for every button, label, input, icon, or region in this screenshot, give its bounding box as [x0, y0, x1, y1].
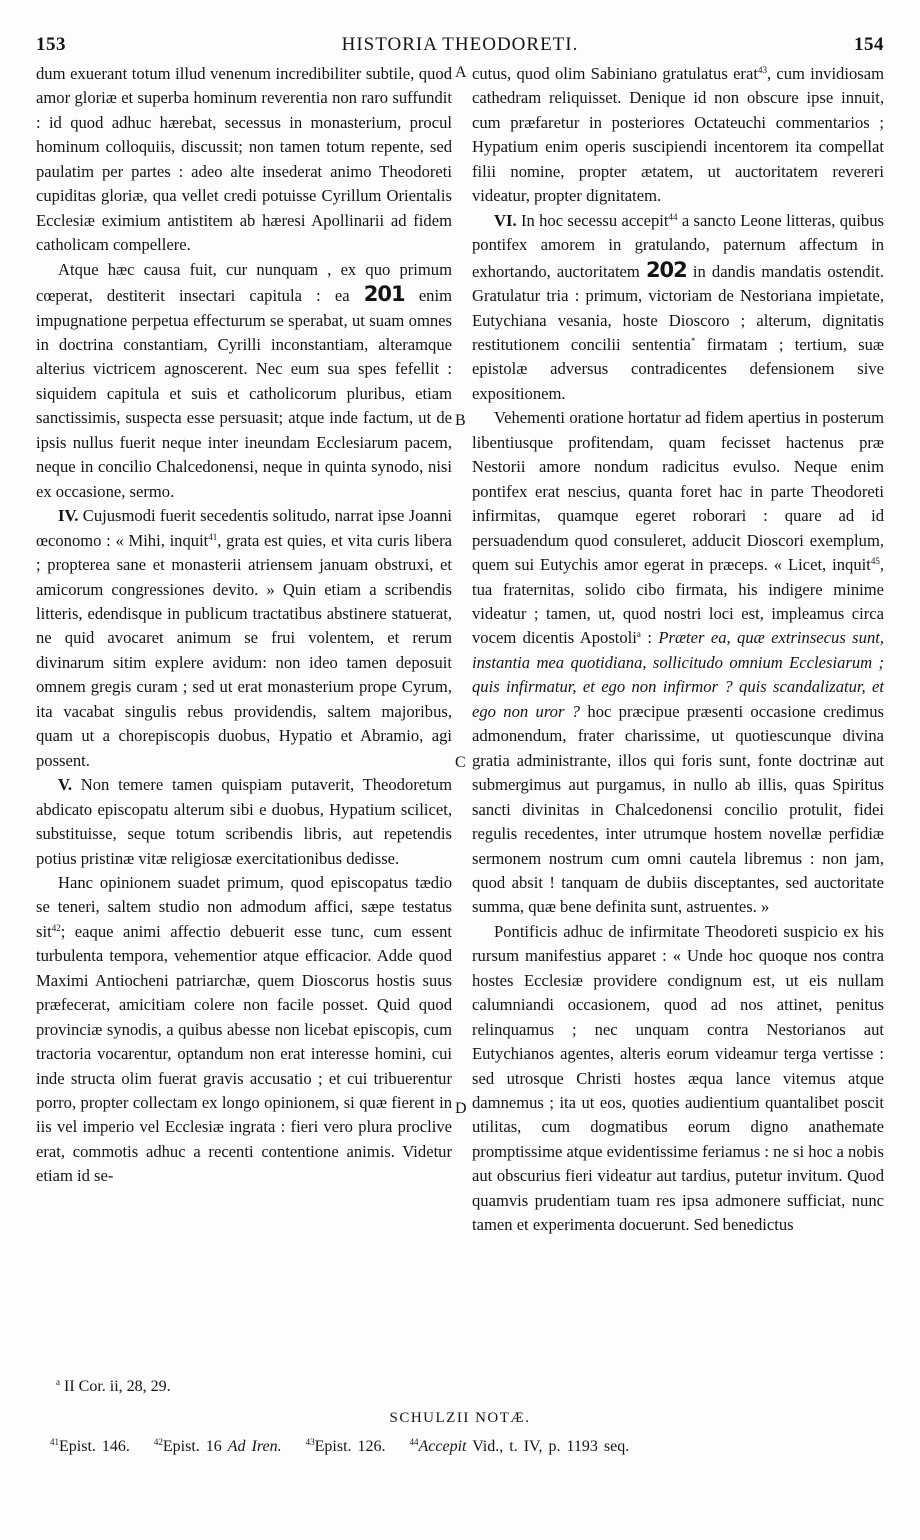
note-number: 42	[153, 1437, 163, 1447]
text-run: firmatam ; tertium, suæ epistolæ adversus contradicentes defensionem sive expositionem.	[472, 334, 884, 403]
section-number: IV.	[58, 506, 79, 526]
note-ref: 43	[757, 65, 767, 75]
text-run: Non temere tamen quispiam putaverit, Theodoretum abdicato episcopatu alterum sibi e duobus, Hypatium scilicet, substituisse, seque totum scribendis libris, aut repetendis potius pristinæ vitæ religiosæ exercitationibus dedisse.	[36, 775, 452, 868]
note-text: Ad Iren.	[227, 1438, 282, 1455]
note-text: Epist. 16	[162, 1438, 222, 1455]
running-title: HISTORIA THEODORETI.	[341, 34, 579, 55]
margin-letter-c: C	[455, 754, 466, 771]
paragraph: dum exuerant totum illud venenum incredibiliter subtile, quod amor gloriæ et superba hominum reverentia non raro suffundit : id quod adhuc hærebat, secessus in monasterium, procul hominum colloquiis, discussit; non tamen totum repente, sed paulatim per partes : adeo alte insederat animo Theodoreti cupiditas gloriæ, qua vellet credi potuisse Cyrillum Orientalis Ecclesiæ eximium antistitem ab hæresi Apollinarii ad fidem catholicam compellere.	[36, 64, 452, 255]
text-run: , tua fraternitas, solido cibo firmata, his indigere minime videatur ; tamen, ut, quod nostri loci est, impleamus circa vocem dicentis Apostoli	[472, 555, 884, 648]
note-number: 43	[305, 1437, 315, 1447]
text-run: :	[640, 628, 659, 648]
note-ref: 41	[208, 531, 218, 542]
note-ref: 42	[51, 922, 61, 933]
editor-notes	[50, 1438, 880, 1456]
text-run: enim impugnatione perpetua effecturum se sperabat, ut suam omnes in doctrina constantiam, Cyrilli inconstantiam, alteramque alterius victricem agnoscerent. Nec eum sua spes fefellit : siquidem capitula et suis et catholicorum pluribus, etiam sanctissimis, suspecta esse persuasit; atque inde factum, ut de ipsis nullus fuerit neque inter ineundam Ecclesiarum pacem, neque in concilio Chalcedonensi, neque in quinta synodo, nisi ex occasione, sermo.	[36, 286, 452, 501]
footnote-ref: a	[636, 629, 641, 640]
edition-page-number: 201	[363, 282, 405, 307]
paragraph	[36, 871, 452, 1189]
paragraph	[36, 773, 452, 871]
text-run: a sancto Leone litteras, quibus pontifex amorem in gratulando, paternum affectum in exhortando, auctoritatem	[472, 210, 884, 281]
paragraph: Pontificis adhuc de infirmitate Theodoreti suspicio ex his rursum manifestius apparet : « Unde hoc quoque nos contra hostes Ecclesiæ providere condignum est, ut eis nullam calumniandi occasionem, quod ad nos attinet, penitus relinquamus ; nec unquam contra Nestorianos aut Eutychianos agentes, alteris eorum videamur terga vertisse : sed utrosque Christi hostes æqua lance vitemus atque damnemus ; ita ut eos, quoties audientium quantalibet poscit utilitas, cum dogmatibus eorum digno anathemate promptissime atque evidentissime feriamus : ne si hoc a nobis aut obscurius fieri videatur aut tardius, putetur invitum. Quod quamvis prudentiam tuam res ipsa admonere sufficiat, nunc tamen et experimenta docuerunt. Sed benedictus	[472, 921, 884, 1235]
page-number-left: 153	[36, 34, 66, 55]
left-column	[36, 62, 452, 1189]
text-run: hoc præcipue præsenti occasione credimus admonendum, frater charissime, ut quotiescunque divina gratia administrante, illos qui foris sunt, fonte doctrinæ aut submergimus aut purgamus, in nullo ab illis, quas Spiritus sancti divinitas in Chalcedonensi concilio protulit, fidei regulis recedentes, inter utrumque hostem novellæ perfidiæ sermonem nostrum cum omni cautela libremus : non jam, quod absit ! tanquam de dubiis disceptantes, sed auctoritate summa, quæ bene definita sunt, astruentes. »	[472, 701, 884, 917]
footnote-text: II Cor. ii, 28, 29.	[64, 1378, 171, 1395]
paragraph	[36, 504, 452, 773]
note-text: Epist. 126.	[314, 1438, 386, 1455]
page-header	[36, 34, 884, 58]
footnote	[56, 1378, 171, 1396]
note-ref: 45	[870, 556, 880, 567]
note-text: Vid., t. IV, p. 1193 seq.	[472, 1438, 630, 1455]
text-run: ; eaque animi affectio debuerit esse tunc, cum essent turbulenta tempora, vehementior atque efficacior. Adde quod Maximi Antiocheni patriarchæ, quem Dioscorus hostis suus præfecerat, amicitiam colere non facile posset. Quid quod provinciæ synodis, a quibus abesse non licebat episcopis, cum tractoria vocarentur, optandum non erat interesse homini, cui inde structa olim fuerat gravis accusatio ; et cui tribuerentur porro, propter collectam ex longo opinionem, si quæ fierent in iis vel imperio vel Ecclesiæ ingrata : fieri vero plura proclive erat, commotis adhuc a recenti contentione animis. Videtur etiam id se-	[36, 921, 452, 1186]
text-run: Vehementi oratione hortatur ad fidem apertius in posterum libentiusque profitendam, quam fecisset hactenus præ Nestorii amore nondum radicitus evulso. Neque enim pontifex erat nescius, quanta foret hac in parte Theodoreti infirmitas, quamque egeret roborari : quare ad id persuadendum quod consuleret, adducit Dioscori exemplum, quem sui Eutychis amor egerat in præceps. « Licet, inquit	[472, 408, 884, 575]
text-run: , grata est quies, et vita curis libera ; propterea sane et monasterii atriensem januam obstruxi, et amicorum congressiones devito. » Quin etiam a scribendis litteris, edendisque in publicum tractatibus abstinere statuerat, ne quid avocaret animum se frui volentem, et rerum divinarum sitim explere avidum: non ideo tamen deposuit omnem gregis curam ; sed ut erat monasterium prope Cyrum, ita vacabat singulis rebus providendis, saltem majoribus, quam ut a chorepiscopis duobus, Hypatio et Abramio, agi possent.	[36, 530, 452, 770]
margin-letter-b: B	[455, 412, 466, 429]
paragraph	[472, 209, 884, 407]
note-text: Accepit	[418, 1438, 467, 1455]
margin-letter-d: D	[455, 1100, 467, 1117]
paragraph	[472, 62, 884, 209]
text-run: Cujusmodi fuerit secedentis solitudo, narrat ipse Joanni œconomo : « Mihi, inquit	[36, 506, 452, 550]
section-number: VI.	[494, 210, 517, 230]
note-ref: *	[690, 335, 696, 346]
text-run: In hoc secessu accepit	[520, 210, 669, 230]
text-run: Hanc opinionem suadet primum, quod episcopatus tædio se teneri, saltem studio non admodum affici, sæpe testatus sit	[36, 872, 452, 941]
margin-letter-a: A	[455, 64, 467, 81]
note-number: 41	[50, 1437, 59, 1447]
footnote-mark: a	[56, 1377, 60, 1387]
note-number: 44	[409, 1437, 419, 1447]
notes-heading: SCHULZII NOTÆ.	[389, 1410, 531, 1426]
text-run: Atque hæc causa fuit, cur nunquam , ex quo primum cœperat, destiterit insectari capitula : ea	[36, 259, 452, 306]
paragraph	[36, 258, 452, 505]
edition-page-number: 202	[645, 257, 687, 282]
paragraph	[472, 406, 884, 920]
text-run: , cum invidiosam cathedram reliquisset. Denique id non obscure ipse innuit, cum præfaretur in posteriores Octateuchi commentarios ; Hypatium enim operis suscipiendi incentorem ita compellat filii nomine, propter ætatem, ut auctoritatem revereri videatur, propter dignitatem.	[472, 64, 884, 206]
note-text: Epist. 146.	[59, 1438, 130, 1455]
note-ref: 44	[668, 211, 678, 222]
text-run: cutus, quod olim Sabiniano gratulatus erat	[472, 64, 758, 83]
right-column	[472, 62, 884, 1238]
page-number-right: 154	[854, 34, 884, 55]
text-run: in dandis mandatis ostendit. Gratulatur tria : primum, victoriam de Nestoriana impietate, Eutychiana vesania, hoste Dioscoro ; alterum, dignitatis restitutionem concilii sententia	[472, 261, 885, 354]
scripture-quote: Præter ea, quæ extrinsecus sunt, instantia mea quotidiana, sollicitudo omnium Ecclesiarum ; quis infirmatur, et ego non infirmor ? quis scandalizatur, et ego non uror ?	[472, 628, 884, 721]
section-number: V.	[58, 775, 72, 795]
